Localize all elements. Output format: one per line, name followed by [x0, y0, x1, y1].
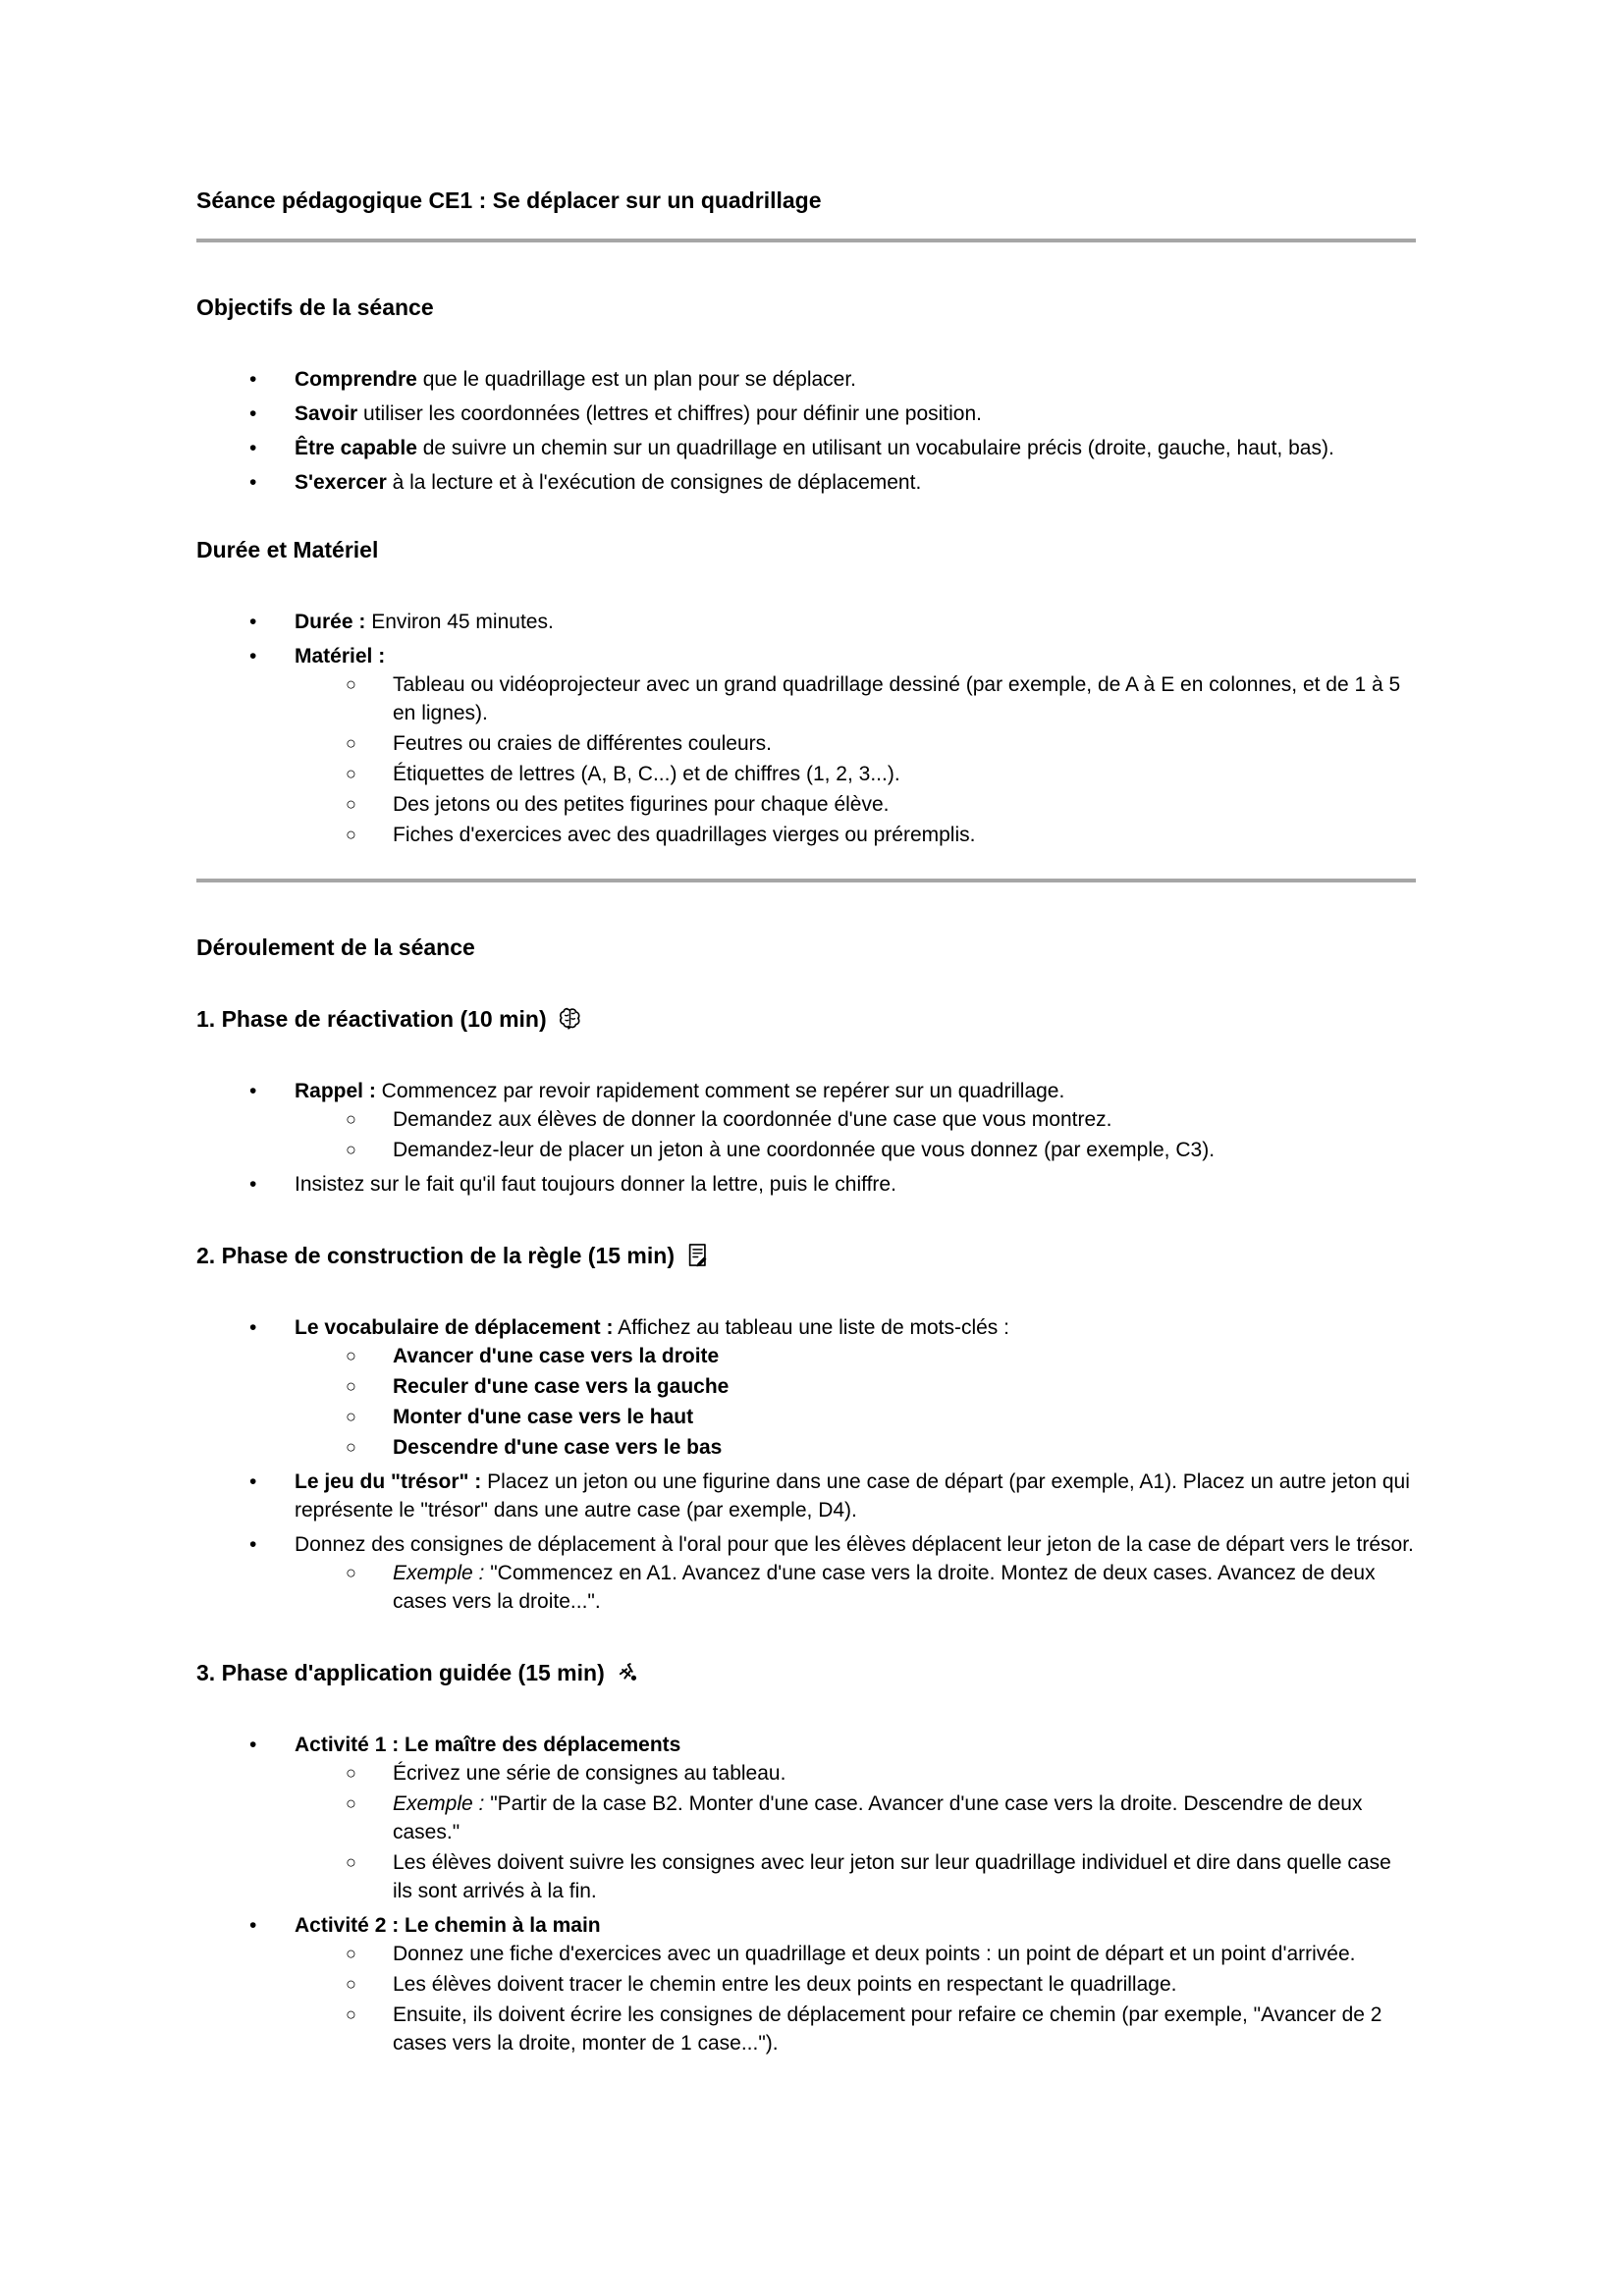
item-lead: S'exercer	[295, 471, 387, 494]
cartwheel-icon	[615, 1659, 641, 1685]
activite-1-sublist	[295, 1759, 1416, 1905]
item-lead: Activité 2 : Le chemin à la main	[295, 1914, 601, 1937]
document-title: Séance pédagogique CE1 : Se déplacer sur un quadrillage	[196, 187, 822, 213]
list-item	[295, 1911, 1416, 2057]
list-item: ○ Étiquettes de lettres (A, B, C...) et de chiffres (1, 2, 3...).	[393, 760, 1416, 788]
item-text: Environ 45 minutes.	[365, 611, 554, 633]
item-lead: Rappel :	[295, 1080, 376, 1102]
phase-2-heading	[196, 1242, 1416, 1270]
item-lead: Reculer d'une case vers la gauche	[393, 1375, 730, 1398]
phase-1-heading-text: 1. Phase de réactivation (10 min)	[196, 1006, 547, 1032]
list-item	[393, 1559, 1416, 1616]
list-item: • Insistez sur le fait qu'il faut toujours donner la lettre, puis le chiffre.	[295, 1170, 1416, 1199]
item-lead: Le jeu du "trésor" :	[295, 1470, 482, 1493]
item-text: de suivre un chemin sur un quadrillage en utilisant un vocabulaire précis (droite, gauche, haut, bas).	[416, 437, 1334, 459]
list-item: ○ Tableau ou vidéoprojecteur avec un grand quadrillage dessiné (par exemple, de A à E en colonnes, et de 1 à 5 en lignes).	[393, 670, 1416, 727]
section-heading-duree-materiel: Durée et Matériel	[196, 537, 379, 562]
activite-2-sublist	[295, 1940, 1416, 2057]
duree-materiel-list	[196, 608, 1416, 849]
materiel-sublist	[295, 670, 1416, 849]
list-item: ○ Écrivez une série de consignes au tableau.	[393, 1759, 1416, 1788]
list-item: ○ Donnez une fiche d'exercices avec un quadrillage et deux points : un point de départ et un point d'arrivée.	[393, 1940, 1416, 1968]
list-item	[393, 1342, 1416, 1370]
phase-3-list	[196, 1731, 1416, 2057]
section-heading-objectifs: Objectifs de la séance	[196, 294, 434, 320]
item-text: "Partir de la case B2. Monter d'une case. Avancer d'une case vers la droite. Descendre de deux cases."	[393, 1792, 1363, 1843]
phase-3-heading	[196, 1659, 1416, 1687]
item-lead: Exemple :	[393, 1562, 485, 1584]
item-lead: Le vocabulaire de déplacement :	[295, 1316, 614, 1339]
list-item: ○ Fiches d'exercices avec des quadrillages vierges ou préremplis.	[393, 821, 1416, 849]
item-text: à la lecture et à l'exécution de consignes de déplacement.	[386, 471, 922, 494]
list-item	[295, 642, 1416, 849]
item-lead: Matériel :	[295, 645, 386, 667]
item-lead: Activité 1 : Le maître des déplacements	[295, 1734, 681, 1756]
list-item	[393, 1372, 1416, 1401]
list-item	[295, 1530, 1416, 1616]
phase-1-heading	[196, 1005, 1416, 1034]
list-item: ○ Les élèves doivent tracer le chemin entre les deux points en respectant le quadrillage.	[393, 1970, 1416, 1999]
list-item	[393, 1789, 1416, 1846]
item-text: Commencez par revoir rapidement comment se repérer sur un quadrillage.	[375, 1080, 1065, 1102]
item-lead: Monter d'une case vers le haut	[393, 1406, 694, 1428]
item-text: "Commencez en A1. Avancez d'une case vers la droite. Montez de deux cases. Avancez de deux cases vers la droite...".	[393, 1562, 1376, 1613]
item-lead: Durée :	[295, 611, 366, 633]
list-item	[295, 1313, 1416, 1462]
item-lead: Descendre d'une case vers le bas	[393, 1436, 723, 1459]
phase-3-heading-text: 3. Phase d'application guidée (15 min)	[196, 1660, 605, 1685]
item-text: utiliser les coordonnées (lettres et chiffres) pour définir une position.	[357, 402, 982, 425]
phase-2-heading-text: 2. Phase de construction de la règle (15 min)	[196, 1243, 675, 1268]
phase-1-list	[196, 1077, 1416, 1199]
item-text: Donnez des consignes de déplacement à l'oral pour que les élèves déplacent leur jeton de la case de départ vers le trésor.	[295, 1533, 1414, 1556]
memo-icon	[684, 1242, 711, 1268]
list-item	[393, 1433, 1416, 1462]
rappel-sublist	[295, 1105, 1416, 1164]
list-item	[295, 1731, 1416, 1905]
brain-icon	[557, 1005, 583, 1032]
item-text: Placez un jeton ou une figurine dans une case de départ (par exemple, A1). Placez un autre jeton qui représente le "trésor" dans une autre case (par exemple, D4).	[295, 1470, 1410, 1522]
item-lead: Exemple :	[393, 1792, 485, 1815]
list-item	[295, 400, 1416, 428]
list-item	[295, 434, 1416, 462]
list-item: ○ Des jetons ou des petites figurines pour chaque élève.	[393, 790, 1416, 819]
section-heading-deroulement: Déroulement de la séance	[196, 934, 475, 960]
horizontal-rule	[196, 879, 1416, 882]
list-item: ○ Feutres ou craies de différentes couleurs.	[393, 729, 1416, 758]
list-item	[295, 365, 1416, 394]
item-lead: Être capable	[295, 437, 417, 459]
vocabulaire-sublist	[295, 1342, 1416, 1462]
exemple-sublist	[295, 1559, 1416, 1616]
list-item: ○ Ensuite, ils doivent écrire les consignes de déplacement pour refaire ce chemin (par exemple, "Avancer de 2 cases vers la droite, monter de 1 case...").	[393, 2001, 1416, 2057]
phase-2-list	[196, 1313, 1416, 1616]
horizontal-rule	[196, 239, 1416, 242]
list-item: ○ Demandez-leur de placer un jeton à une coordonnée que vous donnez (par exemple, C3).	[393, 1136, 1416, 1164]
list-item	[295, 468, 1416, 497]
list-item	[295, 1077, 1416, 1164]
item-lead: Comprendre	[295, 368, 417, 391]
list-item	[295, 608, 1416, 636]
item-text: que le quadrillage est un plan pour se déplacer.	[416, 368, 857, 391]
item-lead: Avancer d'une case vers la droite	[393, 1345, 720, 1367]
list-item	[393, 1403, 1416, 1431]
list-item	[295, 1468, 1416, 1524]
item-text: Affichez au tableau une liste de mots-clés :	[613, 1316, 1009, 1339]
item-lead: Savoir	[295, 402, 358, 425]
list-item: ○ Les élèves doivent suivre les consignes avec leur jeton sur leur quadrillage individuel et dire dans quelle case ils sont arrivés à la fin.	[393, 1848, 1416, 1905]
objectifs-list	[196, 365, 1416, 497]
list-item: ○ Demandez aux élèves de donner la coordonnée d'une case que vous montrez.	[393, 1105, 1416, 1134]
